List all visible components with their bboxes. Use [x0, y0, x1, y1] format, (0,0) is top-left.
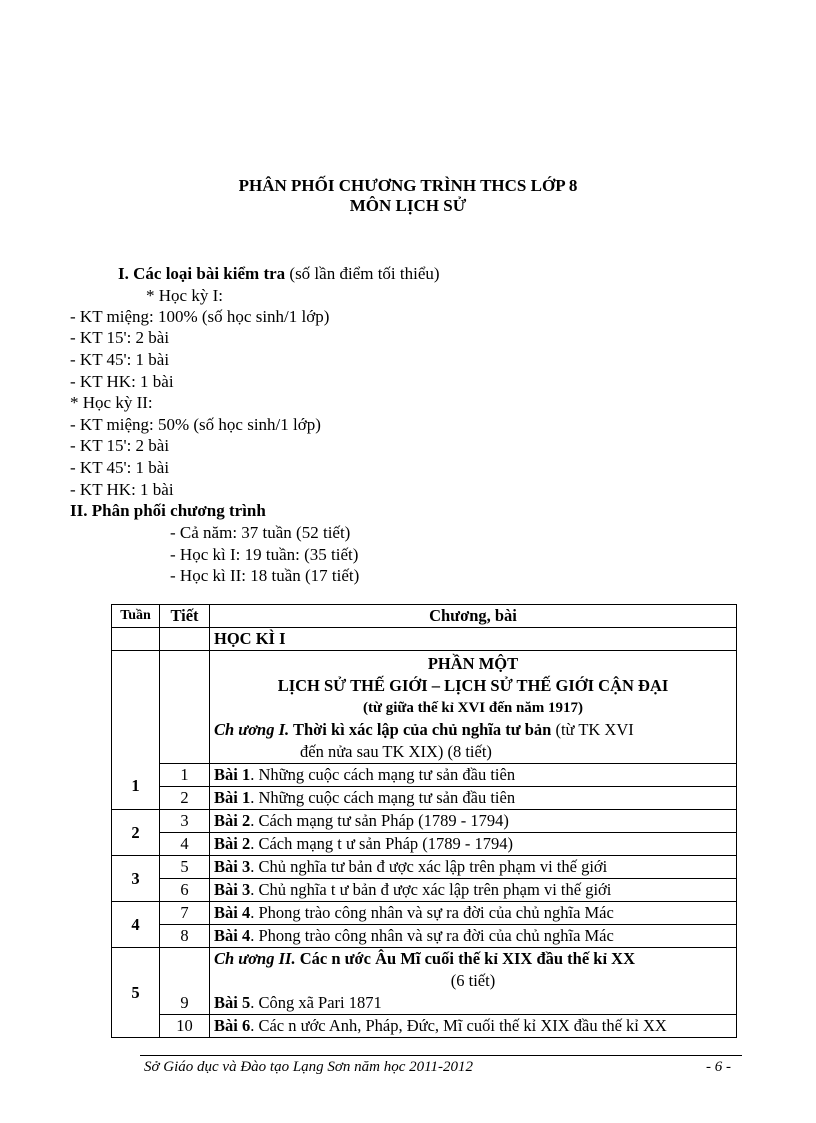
lesson-title: . Cách mạng t ư sản Pháp (1789 - 1794): [250, 834, 514, 853]
page-number: - 6 -: [706, 1059, 731, 1075]
period-cell: 5: [160, 856, 210, 879]
period-cell: 10: [160, 1015, 210, 1038]
title-line-2: MÔN LỊCH SỬ: [349, 196, 467, 215]
chapter1-note: (từ TK XVI: [551, 720, 634, 739]
chapter1-label: Ch ương I.: [214, 720, 290, 739]
header-tuan: Tuần: [112, 605, 160, 628]
period-cell: 2: [160, 787, 210, 810]
lesson-label: Bài 2: [214, 811, 251, 830]
lesson-label: Bài 1: [214, 765, 251, 784]
lesson-label: Bài 1: [214, 788, 251, 807]
table-row: [112, 925, 737, 948]
footer-divider: [140, 1055, 742, 1056]
week-cell: 1: [112, 651, 160, 810]
part-subtitle: LỊCH SỬ THẾ GIỚI – LỊCH SỬ THẾ GIỚI CẬN ĐẠI: [277, 676, 669, 695]
hoc-ki-label: HỌC KÌ I: [210, 628, 737, 651]
chapter2-title: Các n ước Âu Mĩ cuối thế kỉ XIX đầu thế kỉ XX: [295, 949, 636, 968]
table-row: [112, 787, 737, 810]
week-cell: 5: [112, 948, 160, 1038]
period-cell: 6: [160, 879, 210, 902]
lesson-cell: [210, 879, 737, 902]
hk2-item: - KT miệng: 50% (số học sinh/1 lớp): [70, 415, 321, 434]
lesson-title: . Các n ước Anh, Pháp, Đức, Mĩ cuối thế kỉ XIX đầu thế kỉ XX: [250, 1016, 667, 1035]
lesson-cell: [210, 787, 737, 810]
table-row: [112, 948, 737, 1015]
chapter1-title: Thời kì xác lập của chủ nghĩa tư bản: [289, 720, 552, 739]
period-cell: 7: [160, 902, 210, 925]
lesson-cell: [210, 810, 737, 833]
lesson-title: . Chủ nghĩa t ư bản đ ược xác lập trên phạm vi thế giới: [250, 880, 612, 899]
lesson-label: Bài 4: [214, 926, 251, 945]
lesson-title: . Chủ nghĩa tư bản đ ược xác lập trên phạm vi thế giới: [250, 857, 608, 876]
curriculum-table: [111, 604, 737, 1038]
lesson-label: Bài 5: [214, 993, 251, 1012]
header-chuong-bai: Chương, bài: [210, 605, 737, 628]
table-row: [112, 833, 737, 856]
lesson-cell: [214, 992, 732, 1014]
empty-cell: [160, 628, 210, 651]
table-header-row: [112, 605, 737, 628]
lesson-title: . Những cuộc cách mạng tư sản đầu tiên: [250, 788, 516, 807]
program-item: - Học kì II: 18 tuần (17 tiết): [170, 566, 360, 585]
section1-heading-note: (số lần điểm tối thiểu): [285, 264, 440, 283]
lesson-cell: [210, 856, 737, 879]
chapter2-note: (6 tiết): [450, 971, 496, 990]
empty-cell: [160, 651, 210, 764]
week-cell: 4: [112, 902, 160, 948]
lesson-cell: [210, 833, 737, 856]
part-range: (từ giữa thế kỉ XVI đến năm 1917): [362, 700, 584, 716]
chapter1-note2: đến nửa sau TK XIX) (8 tiết): [300, 742, 492, 761]
table-row: [112, 879, 737, 902]
lesson-title: . Phong trào công nhân và sự ra đời của chủ nghĩa Mác: [250, 926, 614, 945]
lesson-cell: [210, 925, 737, 948]
hk1-item: - KT 15': 2 bài: [70, 328, 170, 347]
program-item: - Cả năm: 37 tuần (52 tiết): [170, 523, 351, 542]
chapter2-heading: [214, 948, 732, 970]
lesson-label: Bài 3: [214, 880, 251, 899]
hk2-label: * Học kỳ II:: [70, 393, 153, 412]
chapter2-cell: [210, 948, 737, 1015]
hk2-item: - KT 45': 1 bài: [70, 458, 170, 477]
header-tiet: Tiết: [160, 605, 210, 628]
hk1-item: - KT HK: 1 bài: [70, 372, 174, 391]
lesson-cell: [210, 1015, 737, 1038]
title-line-1: PHÂN PHỐI CHƯƠNG TRÌNH THCS LỚP 8: [238, 176, 578, 195]
lesson-title: . Phong trào công nhân và sự ra đời của chủ nghĩa Mác: [250, 903, 614, 922]
footer-text: Sở Giáo dục và Đào tạo Lạng Sơn năm học 2011-2012: [144, 1059, 474, 1075]
period-cell: 9: [160, 948, 210, 1015]
program-item: - Học kì I: 19 tuần: (35 tiết): [170, 545, 359, 564]
lesson-label: Bài 4: [214, 903, 251, 922]
table-row: [112, 810, 737, 833]
week-cell: 3: [112, 856, 160, 902]
hk1-item: - KT 45': 1 bài: [70, 350, 170, 369]
hk2-item: - KT 15': 2 bài: [70, 436, 170, 455]
hk2-item: - KT HK: 1 bài: [70, 480, 174, 499]
hk1-label: * Học kỳ I:: [146, 286, 223, 305]
table-row: [112, 651, 737, 764]
empty-cell: [112, 628, 160, 651]
hk1-item: - KT miệng: 100% (số học sinh/1 lớp): [70, 307, 330, 326]
period-cell: 4: [160, 833, 210, 856]
week-cell: 2: [112, 810, 160, 856]
part-title: PHẦN MỘT: [427, 654, 519, 673]
chapter2-label: Ch ương II.: [214, 949, 296, 968]
lesson-title: . Những cuộc cách mạng tư sản đầu tiên: [250, 765, 516, 784]
table-row: [112, 856, 737, 879]
period-cell: 1: [160, 764, 210, 787]
part-heading-cell: [210, 651, 737, 764]
table-row: [112, 628, 737, 651]
lesson-cell: [210, 764, 737, 787]
table-row: [112, 1015, 737, 1038]
period-cell: 8: [160, 925, 210, 948]
table-row: [112, 902, 737, 925]
lesson-title: . Công xã Pari 1871: [250, 993, 382, 1012]
lesson-label: Bài 3: [214, 857, 251, 876]
section1-heading: [118, 264, 440, 284]
table-row: [112, 764, 737, 787]
lesson-title: . Cách mạng tư sản Pháp (1789 - 1794): [250, 811, 509, 830]
section2-heading: II. Phân phối chương trình: [70, 501, 266, 520]
lesson-cell: [210, 902, 737, 925]
section1-heading-text: I. Các loại bài kiểm tra: [118, 264, 286, 283]
chapter1-heading: [214, 719, 732, 741]
lesson-label: Bài 6: [214, 1016, 251, 1035]
lesson-label: Bài 2: [214, 834, 251, 853]
period-cell: 3: [160, 810, 210, 833]
